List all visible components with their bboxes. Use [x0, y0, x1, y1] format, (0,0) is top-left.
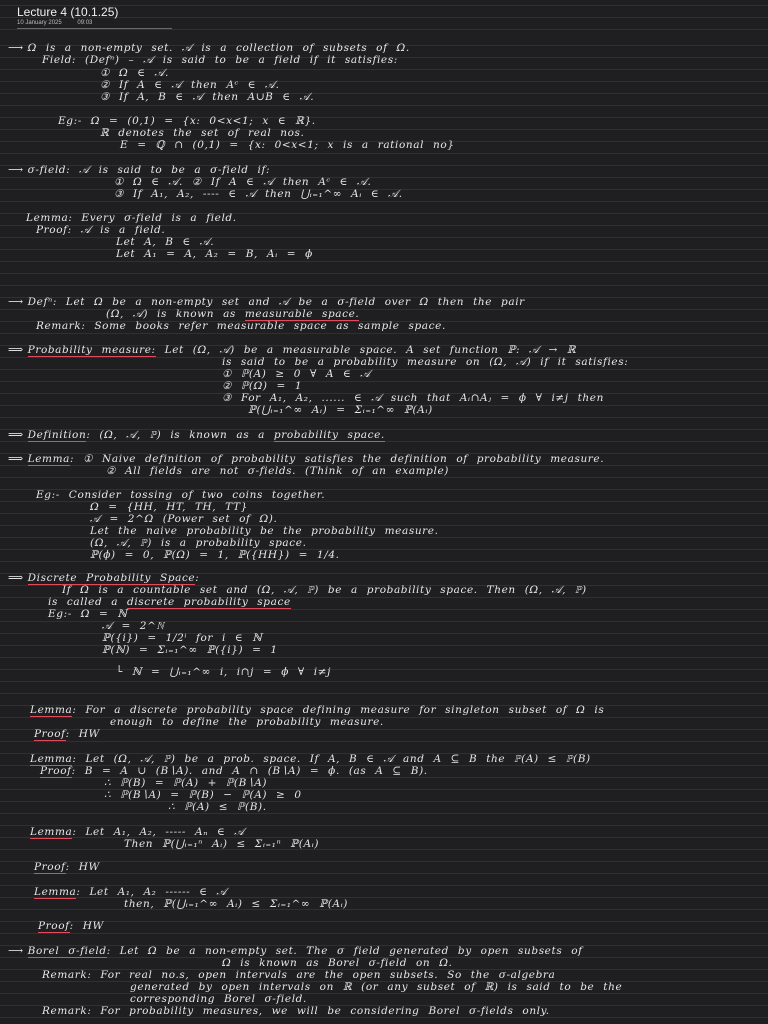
- note-line: generated by open intervals on ℝ (or any subset of ℝ) is said to be the: [130, 981, 623, 993]
- note-line: Ω is known as Borel σ-field on Ω.: [222, 957, 453, 969]
- note-line: ⟹ Discrete Probability Space:: [8, 572, 200, 584]
- page-title: Lecture 4 (10.1.25): [17, 5, 119, 19]
- underlined-term: Lemma: [30, 826, 73, 838]
- note-line: └ ℕ = ⋃ᵢ₌₁^∞ i, i∩j = ϕ ∀ i≠j: [116, 666, 331, 678]
- underlined-term: probability space.: [273, 429, 385, 441]
- underlined-term: Proof: [38, 920, 70, 932]
- note-line: Remark: For probability measures, we will be considering Borel σ-fields only.: [42, 1005, 550, 1017]
- arrow-icon: ⟶: [8, 945, 24, 957]
- note-line: Let A₁ = A, A₂ = B, Aᵢ = ϕ: [116, 248, 313, 260]
- note-line: Ω = {HH, HT, TH, TT}: [90, 501, 248, 513]
- note-line: is called a discrete probability space: [48, 596, 291, 608]
- note-line: ② All fields are not σ-fields. (Think of an example): [106, 465, 449, 477]
- note-line: Lemma: Let A₁, A₂ ------ ∈ 𝒜: [34, 886, 228, 898]
- arrow-icon: ⟶: [8, 42, 24, 54]
- note-line: Field: (Defⁿ) – 𝒜 is said to be a field if it satisfies:: [42, 54, 398, 66]
- note-line: ⟶ Ω is a non-empty set. 𝒜 is a collection of subsets of Ω.: [8, 42, 410, 54]
- note-time: 09:03: [77, 20, 93, 26]
- note-line: Proof: HW: [38, 920, 104, 932]
- note-line: ⟶ Borel σ-field: Let Ω be a non-empty set. The σ field generated by open subsets of: [8, 945, 583, 957]
- arrow-icon: ⟶: [8, 296, 24, 308]
- note-line: ∴ ℙ(A) ≤ ℙ(B).: [168, 801, 267, 813]
- note-line: ③ If A, B ∈ 𝒜 then A∪B ∈ 𝒜.: [100, 91, 315, 103]
- note-line: ⟹ Probability measure: Let (Ω, 𝒜) be a measurable space. A set function ℙ: 𝒜 → ℝ: [8, 344, 577, 356]
- note-line: Let A, B ∈ 𝒜.: [116, 236, 215, 248]
- underlined-term: discrete probability space: [127, 596, 291, 608]
- underlined-term: Proof: [34, 861, 66, 873]
- note-line: is said to be a probability measure on (Ω, 𝒜) if it satisfies:: [222, 356, 629, 368]
- note-line: (Ω, 𝒜, ℙ) is a probability space.: [90, 537, 307, 549]
- double-arrow-icon: ⟹: [8, 429, 24, 441]
- note-line: Eg:- Ω = (0,1) = {x: 0<x<1; x ∈ ℝ}.: [58, 115, 316, 127]
- note-line: Proof: 𝒜 is a field.: [36, 224, 166, 236]
- note-line: ℙ(ℕ) = Σᵢ₌₁^∞ ℙ({i}) = 1: [102, 644, 278, 656]
- note-line: ℙ(ϕ) = 0, ℙ(Ω) = 1, ℙ({HH}) = 1/4.: [90, 549, 340, 561]
- underlined-term: Probability measure:: [27, 344, 156, 356]
- note-line: (Ω, 𝒜) is known as measurable space.: [106, 308, 360, 320]
- note-line: ③ If A₁, A₂, ---- ∈ 𝒜 then ⋃ᵢ₌₁^∞ Aᵢ ∈ 𝒜.: [114, 188, 403, 200]
- underlined-term: Lemma: [34, 886, 77, 898]
- underlined-term: Lemma: [27, 453, 71, 465]
- note-line: Lemma: Let A₁, A₂, ----- Aₙ ∈ 𝒜: [30, 826, 245, 838]
- note-line: ⟶ σ-field: 𝒜 is said to be a σ-field if:: [8, 164, 271, 176]
- note-line: ℙ({i}) = 1/2ⁱ for i ∈ ℕ: [102, 632, 263, 644]
- note-line: ① Ω ∈ 𝒜.: [100, 67, 169, 79]
- underlined-term: Proof: [34, 728, 66, 740]
- underlined-term: Proof: [40, 765, 72, 777]
- double-arrow-icon: ⟹: [8, 344, 24, 356]
- note-line: Proof: B = A ∪ (B∖A). and A ∩ (B∖A) = ϕ. (as A ⊆ B).: [40, 765, 428, 777]
- note-line: ∴ ℙ(B∖A) = ℙ(B) − ℙ(A) ≥ 0: [104, 789, 302, 801]
- note-line: ② If A ∈ 𝒜 then Aᶜ ∈ 𝒜.: [100, 79, 280, 91]
- note-line: then, ℙ(⋃ᵢ₌₁^∞ Aᵢ) ≤ Σᵢ₌₁^∞ ℙ(Aᵢ): [124, 898, 349, 910]
- note-line: ℙ(⋃ᵢ₌₁^∞ Aᵢ) = Σᵢ₌₁^∞ ℙ(Aᵢ): [248, 404, 433, 416]
- note-date: 10 January 2025: [17, 20, 62, 26]
- arrow-icon: ⟶: [8, 164, 24, 176]
- underlined-term: Discrete Probability Space: [27, 572, 196, 584]
- note-line: ℝ denotes the set of real nos.: [100, 127, 305, 139]
- note-line: Proof: HW: [34, 728, 100, 740]
- double-arrow-icon: ⟹: [8, 453, 24, 465]
- note-line: Eg:- Ω = ℕ: [48, 608, 128, 620]
- underlined-term: Lemma: [30, 753, 73, 765]
- note-line: ⟶ Defⁿ: Let Ω be a non-empty set and 𝒜 be a σ-field over Ω then the pair: [8, 296, 525, 308]
- underlined-term: measurable space.: [244, 308, 360, 320]
- underlined-term: Borel σ-field: [27, 945, 107, 957]
- note-line: Proof: HW: [34, 861, 100, 873]
- note-line: ⟹ Definition: (Ω, 𝒜, ℙ) is known as a probability space.: [8, 429, 385, 441]
- note-line: enough to define the probability measure.: [110, 716, 384, 728]
- note-line: ⟹ Lemma: ① Naive definition of probability satisfies the definition of probability measure.: [8, 453, 605, 465]
- note-line: Lemma: For a discrete probability space defining measure for singleton subset of Ω is: [30, 704, 605, 716]
- note-line: Then ℙ(⋃ᵢ₌₁ⁿ Aᵢ) ≤ Σᵢ₌₁ⁿ ℙ(Aᵢ): [124, 838, 320, 850]
- note-line: ∴ ℙ(B) = ℙ(A) + ℙ(B∖A): [104, 777, 268, 789]
- note-line: Let the naive probability be the probability measure.: [90, 525, 439, 537]
- double-arrow-icon: ⟹: [8, 572, 24, 584]
- note-line: Remark: Some books refer measurable space as sample space.: [36, 320, 446, 332]
- note-line: E = ℚ ∩ (0,1) = {x: 0<x<1; x is a rational no}: [120, 139, 455, 151]
- note-line: 𝒜 = 2^ℕ: [102, 620, 165, 632]
- note-line: Lemma: Let (Ω, 𝒜, ℙ) be a prob. space. If A, B ∈ 𝒜 and A ⊆ B the ℙ(A) ≤ ℙ(B): [30, 753, 591, 765]
- note-line: Remark: For real no.s, open intervals are the open subsets. So the σ-algebra: [42, 969, 556, 981]
- note-line: ③ For A₁, A₂, ...... ∈ 𝒜 such that Aᵢ∩Aⱼ = ϕ ∀ i≠j then: [222, 392, 604, 404]
- note-line: If Ω is a countable set and (Ω, 𝒜, ℙ) be a probability space. Then (Ω, 𝒜, ℙ): [62, 584, 587, 596]
- underlined-term: Definition: [27, 429, 87, 441]
- note-line: ① Ω ∈ 𝒜. ② If A ∈ 𝒜 then Aᶜ ∈ 𝒜.: [114, 176, 372, 188]
- note-line: 𝒜 = 2^Ω (Power set of Ω).: [90, 513, 278, 525]
- note-line: Eg:- Consider tossing of two coins together.: [36, 489, 326, 501]
- note-line: ② ℙ(Ω) = 1: [222, 380, 303, 392]
- underlined-term: Lemma: [30, 704, 73, 716]
- note-line: ① ℙ(A) ≥ 0 ∀ A ∈ 𝒜: [222, 368, 371, 380]
- note-line: Lemma: Every σ-field is a field.: [26, 212, 237, 224]
- note-line: corresponding Borel σ-field.: [130, 993, 307, 1005]
